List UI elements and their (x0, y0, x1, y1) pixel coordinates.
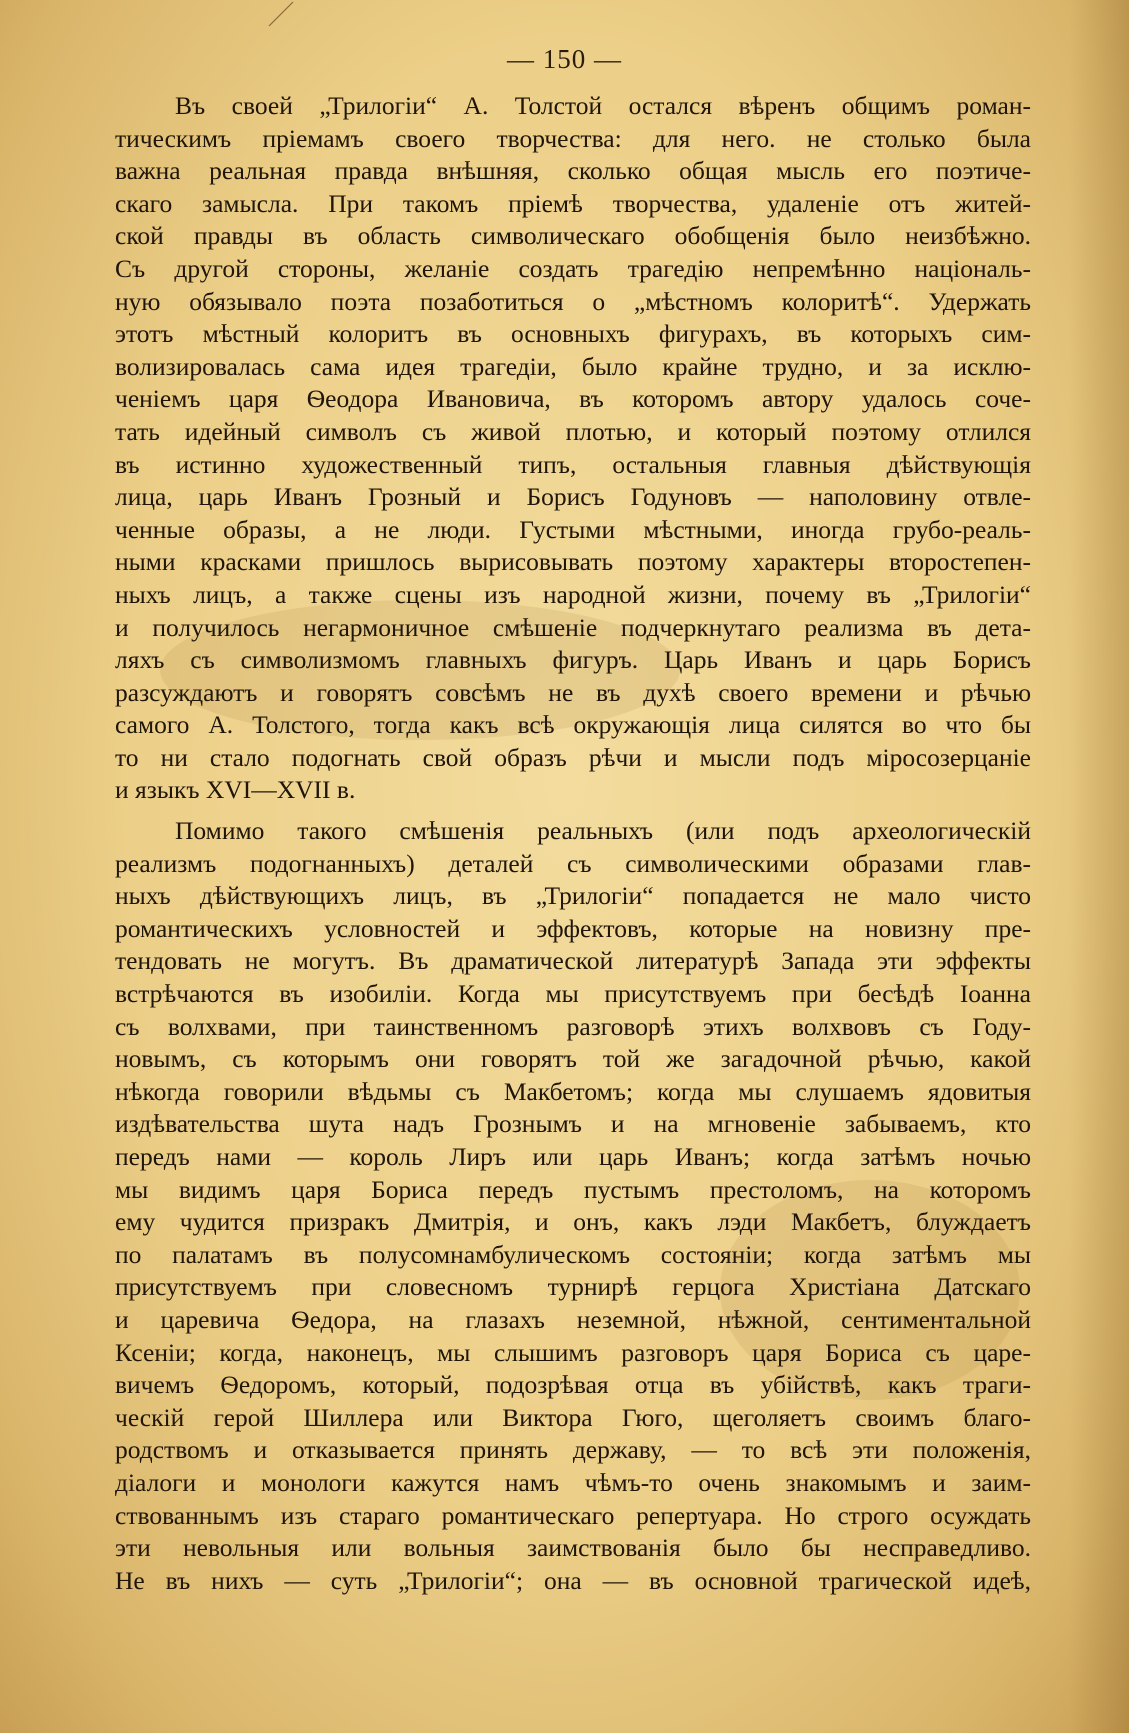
text-line: новымъ, съ которымъ они говорятъ той же загадочной рѣчью, какой (115, 1044, 1031, 1074)
text-line: нѣкогда говорили вѣдьмы съ Макбетомъ; когда мы слушаемъ ядовитыя (115, 1076, 1031, 1106)
text-line: Не въ нихъ — суть „Трилогіи“; она — въ основной трагической идеѣ, (115, 1565, 1031, 1595)
text-line: реализмъ подогнанныхъ) деталей съ символическими образами глав- (115, 848, 1031, 878)
text-line: ляхъ съ символизмомъ главныхъ фигуръ. Царь Иванъ и царь Борисъ (115, 645, 1031, 675)
text-line: мы видимъ царя Бориса передъ пустымъ престоломъ, на которомъ (115, 1174, 1031, 1204)
text-line: по палатамъ въ полусомнамбулическомъ состояніи; когда затѣмъ мы (115, 1239, 1031, 1269)
paragraph-2 (115, 815, 1031, 1597)
text-line: ную обязывало поэта позаботиться о „мѣстномъ колоритѣ“. Удержать (115, 286, 1031, 316)
text-line: Помимо такого смѣшенія реальныхъ (или подъ археологическій (175, 816, 1031, 846)
text-line: тендовать не могутъ. Въ драматической литературѣ Запада эти эффекты (115, 946, 1031, 976)
text-line: родствомъ и отказывается принять державу, — то всѣ эти положенія, (115, 1435, 1031, 1465)
text-line: діалоги и монологи кажутся намъ чѣмъ-то очень знакомымъ и заим- (115, 1467, 1031, 1497)
text-line: передъ нами — король Лиръ или царь Иванъ; когда затѣмъ ночью (115, 1142, 1031, 1171)
text-line: и языкъ XVI—XVII в. (115, 775, 356, 805)
text-line: Съ другой стороны, желаніе создать трагедію непремѣнно національ- (115, 253, 1031, 283)
text-line: вичемъ Ѳедоромъ, который, подозрѣвая отца въ убійствѣ, какъ траги- (115, 1370, 1031, 1400)
text-line: ческій герой Шиллера или Виктора Гюго, щеголяетъ своимъ благо- (115, 1402, 1031, 1432)
text-line: Ксеніи; когда, наконецъ, мы слышимъ разговоръ царя Бориса съ царе- (115, 1337, 1031, 1367)
text-line: эти невольныя или вольныя заимствованія было бы несправедливо. (115, 1533, 1031, 1563)
page-number: — 150 — (507, 44, 622, 74)
text-line: тать идейный символъ съ живой плотью, и который поэтому отлился (115, 416, 1031, 446)
text-line: разсуждаютъ и говорятъ совсѣмъ не въ духѣ своего времени и рѣчью (115, 677, 1031, 707)
text-line: и получилось негармоничное смѣшеніе подчеркнутаго реализма въ дета- (115, 612, 1031, 642)
paragraph-1 (115, 90, 1031, 807)
page-edge-shadow (1069, 0, 1129, 1733)
text-line: ныхъ дѣйствующихъ лицъ, въ „Трилогіи“ попадается не мало чисто (115, 881, 1031, 911)
text-line: лица, царь Иванъ Грозный и Борисъ Годуновъ — наполовину отвле- (115, 482, 1031, 512)
text-line: издѣвательства шута надъ Грознымъ и на мгновеніе забываемъ, кто (115, 1109, 1031, 1139)
text-line: ской правды въ область символическаго обобщенія было неизбѣжно. (115, 221, 1031, 251)
text-line: волизировалась сама идея трагедіи, было крайне трудно, и за исклю- (115, 351, 1031, 381)
text-line: важна реальная правда внѣшняя, сколько общая мысль его поэтиче- (115, 156, 1031, 186)
text-line: романтическихъ условностей и эффектовъ, которые на новизну пре- (115, 913, 1031, 943)
text-line: съ волхвами, при таинственномъ разговорѣ этихъ волхвовъ съ Году- (115, 1011, 1031, 1041)
text-line: въ истинно художественный типъ, остальныя главныя дѣйствующія (115, 449, 1031, 479)
text-line: ченіемъ царя Ѳеодора Ивановича, въ которомъ автору удалось соче- (115, 384, 1031, 414)
text-line: Въ своей „Трилогіи“ А. Толстой остался вѣренъ общимъ роман- (175, 91, 1031, 120)
text-line: ему чудится призракъ Дмитрія, и онъ, какъ лэди Макбетъ, блуждаетъ (115, 1207, 1031, 1237)
text-line: ченные образы, а не люди. Густыми мѣстными, иногда грубо-реаль- (115, 514, 1031, 544)
text-line: ствованнымъ изъ стараго романтическаго репертуара. Но строго осуждать (115, 1500, 1031, 1530)
text-line: ными красками пришлось вырисовывать поэтому характеры второстепен- (115, 547, 1031, 577)
text-line: то ни стало подогнать свой образъ рѣчи и мысли подъ міросозерцаніе (115, 742, 1031, 772)
text-line: тическимъ пріемамъ своего творчества: для него. не столько была (115, 123, 1031, 153)
text-line: этотъ мѣстный колоритъ въ основныхъ фигурахъ, въ которыхъ сим- (115, 319, 1031, 349)
text-line: встрѣчаются въ изобиліи. Когда мы присутствуемъ при бесѣдѣ Іоанна (115, 979, 1031, 1009)
pencil-mark (265, 0, 305, 28)
body-text (115, 90, 1031, 1597)
text-line: ныхъ лицъ, а также сцены изъ народной жизни, почему въ „Трилогіи“ (115, 579, 1031, 609)
text-line: присутствуемъ при словесномъ турнирѣ герцога Христіана Датскаго (115, 1272, 1031, 1302)
text-line: скаго замысла. При такомъ пріемѣ творчества, удаленіе отъ житей- (115, 188, 1031, 218)
text-line: и царевича Ѳедора, на глазахъ неземной, нѣжной, сентиментальной (115, 1304, 1031, 1334)
text-line: самого А. Толстого, тогда какъ всѣ окружающія лица силятся во что бы (115, 710, 1031, 740)
